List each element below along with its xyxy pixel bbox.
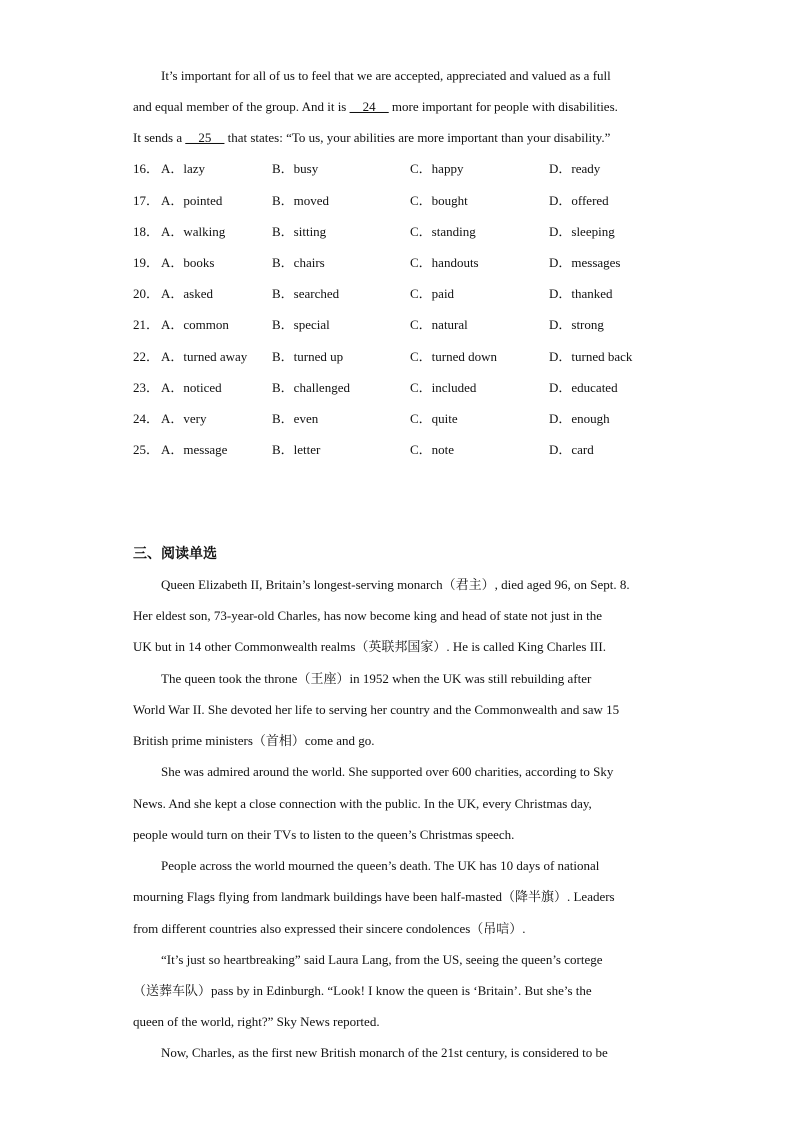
- passage2-line: She was admired around the world. She supported over 600 charities, according to Sky: [161, 764, 614, 779]
- option-d: D．ready: [549, 161, 601, 176]
- option-d: D．offered: [549, 193, 609, 208]
- option-d: D．educated: [549, 380, 618, 395]
- option-a: A．common: [161, 317, 229, 332]
- option-b: B．even: [272, 411, 319, 426]
- blank-24: __24__: [349, 99, 389, 114]
- option-b: B．searched: [272, 286, 340, 301]
- passage2-line: “It’s just so heartbreaking” said Laura Lang, from the US, seeing the queen’s cortege: [161, 952, 603, 967]
- passage2-line: from different countries also expressed their sincere condolences（吊唁）.: [133, 921, 526, 936]
- option-b: B．special: [272, 317, 330, 332]
- question-21: [133, 315, 693, 335]
- passage2-line: Now, Charles, as the first new British monarch of the 21st century, is considered to be: [161, 1045, 608, 1060]
- option-c: C．note: [410, 442, 455, 457]
- option-b: B．sitting: [272, 224, 327, 239]
- question-16: [133, 159, 693, 179]
- question-18: [133, 222, 693, 242]
- option-b: B．letter: [272, 442, 321, 457]
- option-c: C．natural: [410, 317, 468, 332]
- text: and equal member of the group. And it is: [133, 99, 350, 114]
- question-20: [133, 284, 693, 304]
- passage2-line: Her eldest son, 73-year-old Charles, has now become king and head of state not just in the: [133, 608, 603, 623]
- section-heading: 三、阅读单选: [133, 546, 217, 562]
- option-a: A．books: [161, 255, 215, 270]
- option-d: D．thanked: [549, 286, 613, 301]
- question-number: 17．: [133, 193, 160, 208]
- question-number: 19．: [133, 255, 160, 270]
- question-number: 22．: [133, 349, 160, 364]
- text: It sends a: [133, 130, 186, 145]
- passage2-line: British prime ministers（首相）come and go.: [133, 733, 375, 748]
- text: that states: “To us, your abilities are more important than your disability.”: [224, 130, 611, 145]
- blank-25: __25__: [185, 130, 225, 145]
- option-a: A．message: [161, 442, 228, 457]
- question-number: 25．: [133, 442, 160, 457]
- passage2-line: Queen Elizabeth II, Britain’s longest-serving monarch（君主）, died aged 96, on Sept. 8.: [161, 577, 630, 592]
- option-d: D．messages: [549, 255, 621, 270]
- question-number: 23．: [133, 380, 160, 395]
- question-number: 18．: [133, 224, 160, 239]
- passage2-line: mourning Flags flying from landmark buildings have been half-masted（降半旗）. Leaders: [133, 889, 615, 904]
- option-b: B．challenged: [272, 380, 350, 395]
- passage2-line: News. And she kept a close connection with the public. In the UK, every Christmas day,: [133, 796, 592, 811]
- option-c: C．turned down: [410, 349, 498, 364]
- passage2-line: UK but in 14 other Commonwealth realms（英联邦国家）. He is called King Charles III.: [133, 639, 606, 654]
- option-b: B．chairs: [272, 255, 325, 270]
- option-b: B．moved: [272, 193, 330, 208]
- question-23: [133, 378, 693, 398]
- question-17: [133, 191, 693, 211]
- passage2-line: （送葬车队）pass by in Edinburgh. “Look! I know the queen is ‘Britain’. But she’s the: [133, 983, 592, 998]
- option-d: D．strong: [549, 317, 604, 332]
- option-c: C．paid: [410, 286, 455, 301]
- option-c: C．handouts: [410, 255, 479, 270]
- option-c: C．happy: [410, 161, 464, 176]
- question-number: 20．: [133, 286, 160, 301]
- passage2-line: People across the world mourned the queen’s death. The UK has 10 days of national: [161, 858, 600, 873]
- option-a: A．lazy: [161, 161, 206, 176]
- option-d: D．card: [549, 442, 594, 457]
- option-a: A．asked: [161, 286, 213, 301]
- passage2-line: World War II. She devoted her life to serving her country and the Commonwealth and saw 15: [133, 702, 620, 717]
- option-d: D．turned back: [549, 349, 633, 364]
- question-25: [133, 440, 693, 460]
- question-number: 24．: [133, 411, 160, 426]
- option-c: C．included: [410, 380, 477, 395]
- option-b: B．busy: [272, 161, 319, 176]
- passage1-line-2: [133, 97, 668, 117]
- question-24: [133, 409, 693, 429]
- option-c: C．standing: [410, 224, 476, 239]
- option-a: A．noticed: [161, 380, 222, 395]
- option-b: B．turned up: [272, 349, 344, 364]
- option-a: A．turned away: [161, 349, 248, 364]
- question-22: [133, 347, 693, 367]
- question-number: 21．: [133, 317, 160, 332]
- passage2-line: queen of the world, right?” Sky News reported.: [133, 1014, 380, 1029]
- question-number: 16．: [133, 161, 160, 176]
- question-19: [133, 253, 693, 273]
- passage1-line-1: It’s important for all of us to feel that we are accepted, appreciated and valued as a full: [161, 68, 611, 83]
- option-d: D．enough: [549, 411, 610, 426]
- option-c: C．bought: [410, 193, 468, 208]
- passage1-line-3: [133, 128, 668, 148]
- passage2-line: people would turn on their TVs to listen to the queen’s Christmas speech.: [133, 827, 515, 842]
- option-d: D．sleeping: [549, 224, 615, 239]
- option-a: A．pointed: [161, 193, 223, 208]
- text: more important for people with disabilities.: [388, 99, 618, 114]
- option-a: A．very: [161, 411, 207, 426]
- option-a: A．walking: [161, 224, 226, 239]
- option-c: C．quite: [410, 411, 458, 426]
- passage2-line: The queen took the throne（王座）in 1952 when the UK was still rebuilding after: [161, 671, 592, 686]
